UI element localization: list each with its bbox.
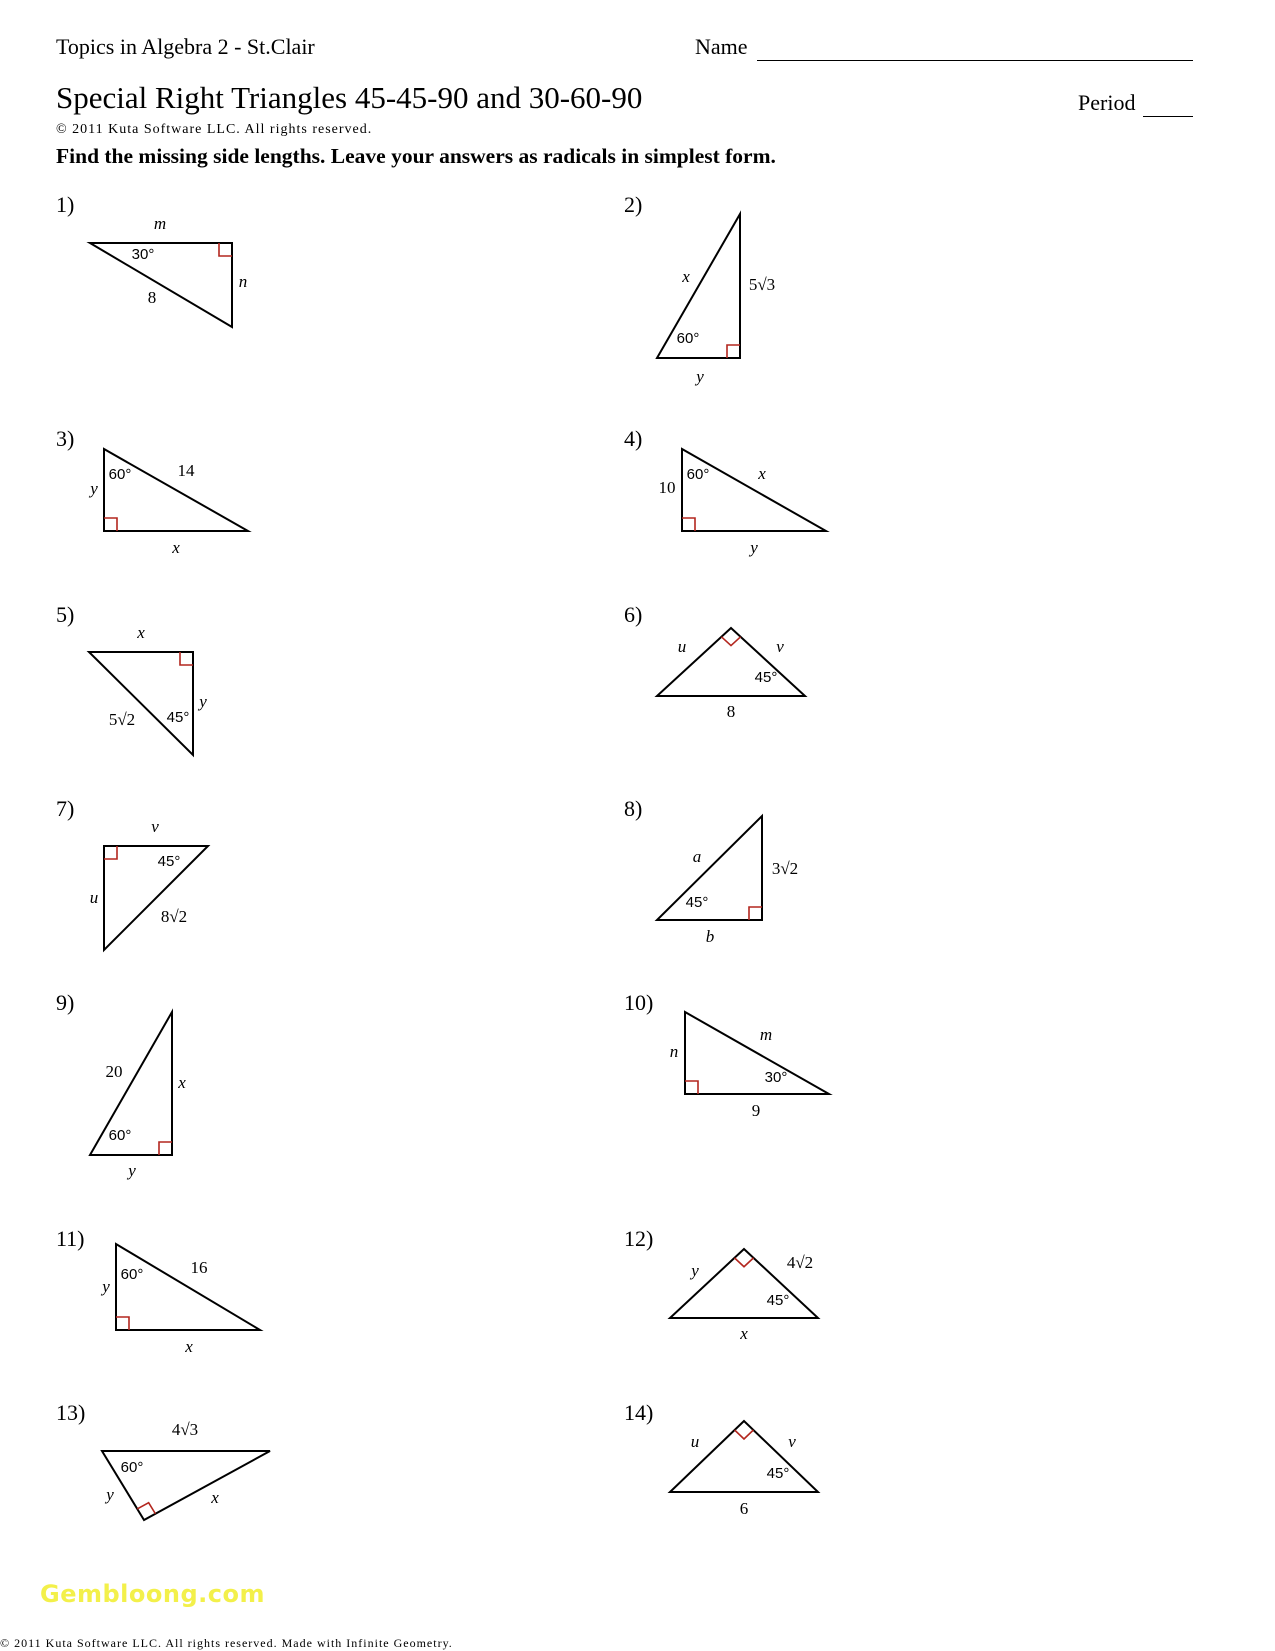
- side-label: n: [238, 272, 248, 291]
- side-label: v: [776, 637, 784, 656]
- angle-label: 60°: [676, 330, 700, 347]
- triangle: [657, 816, 762, 920]
- instructions: Find the missing side lengths. Leave your answers as radicals in simplest form.: [56, 144, 776, 168]
- problem-13: [56, 1400, 270, 1520]
- problem-number: 1): [56, 192, 75, 217]
- side-label: y: [102, 1277, 110, 1296]
- side-label: y: [199, 692, 207, 711]
- side-label: 16: [190, 1258, 208, 1277]
- angle-label: 60°: [108, 1127, 132, 1144]
- angle-label: 60°: [108, 466, 132, 483]
- triangle: [104, 449, 248, 531]
- page-title: Special Right Triangles 45-45-90 and 30-60-90: [56, 80, 643, 115]
- triangle: [682, 449, 826, 531]
- side-label: u: [89, 888, 99, 907]
- angle-label: 45°: [166, 709, 190, 726]
- side-label: y: [696, 367, 704, 386]
- right-angle-marker: [159, 1142, 172, 1155]
- side-label: 14: [177, 461, 195, 480]
- angle-label: 30°: [131, 246, 155, 263]
- right-angle-marker: [104, 846, 117, 859]
- side-label: x: [185, 1337, 193, 1356]
- side-label: 5√3: [748, 275, 776, 294]
- side-label: x: [758, 464, 766, 483]
- problem-8: [624, 796, 798, 946]
- side-label: 5√2: [108, 710, 136, 729]
- problem-4: [624, 426, 826, 557]
- right-angle-marker: [734, 1258, 753, 1267]
- course-title: Topics in Algebra 2 - St.Clair: [56, 34, 315, 59]
- side-label: y: [128, 1161, 136, 1180]
- side-label: x: [682, 267, 690, 286]
- problem-number: 3): [56, 426, 75, 451]
- angle-label: 60°: [120, 1459, 144, 1476]
- problem-number: 14): [624, 1400, 654, 1425]
- problem-1: [56, 192, 247, 327]
- problem-10: [624, 990, 829, 1120]
- angle-label: 45°: [766, 1465, 790, 1482]
- side-label: x: [178, 1073, 186, 1092]
- side-label: x: [137, 623, 145, 642]
- side-label: u: [677, 637, 687, 656]
- angle-label: 45°: [754, 669, 778, 686]
- side-label: x: [740, 1324, 748, 1343]
- side-label: x: [172, 538, 180, 557]
- problem-number: 12): [624, 1226, 654, 1251]
- angle-label: 45°: [766, 1292, 790, 1309]
- problem-12: [624, 1226, 818, 1343]
- problem-3: [56, 426, 248, 557]
- side-label: y: [691, 1261, 699, 1280]
- angle-label: 60°: [686, 466, 710, 483]
- side-label: 8√2: [160, 907, 188, 926]
- name-label: Name: [695, 34, 748, 59]
- triangle: [116, 1244, 260, 1330]
- problem-number: 6): [624, 602, 643, 627]
- problem-number: 7): [56, 796, 75, 821]
- side-label: a: [692, 847, 702, 866]
- right-angle-marker: [219, 243, 232, 256]
- problem-number: 13): [56, 1400, 86, 1425]
- side-label: b: [705, 927, 715, 946]
- copyright-notice: © 2011 Kuta Software LLC. All rights reserved.: [56, 122, 373, 137]
- problem-number: 8): [624, 796, 643, 821]
- right-angle-marker: [104, 518, 117, 531]
- problem-number: 5): [56, 602, 75, 627]
- triangle: [104, 846, 208, 950]
- side-label: n: [669, 1042, 679, 1061]
- footer-copyright: © 2011 Kuta Software LLC. All rights reserved. Made with Infinite Geometry.: [0, 1636, 453, 1650]
- side-label: 9: [751, 1101, 761, 1120]
- side-label: y: [90, 479, 98, 498]
- triangle: [685, 1012, 829, 1094]
- side-label: 10: [658, 478, 676, 497]
- problem-2: [624, 192, 775, 386]
- right-angle-marker: [116, 1317, 129, 1330]
- problem-number: 2): [624, 192, 643, 217]
- side-label: m: [759, 1025, 773, 1044]
- watermark-logo: Gembloong.com: [40, 1580, 265, 1608]
- side-label: 4√2: [786, 1253, 814, 1272]
- right-angle-marker: [685, 1081, 698, 1094]
- right-angle-marker: [735, 1430, 754, 1439]
- triangle: [89, 652, 193, 755]
- problem-number: 10): [624, 990, 654, 1015]
- right-angle-marker: [727, 345, 740, 358]
- right-angle-marker: [682, 518, 695, 531]
- problem-11: [56, 1226, 260, 1356]
- side-label: v: [151, 817, 159, 836]
- angle-label: 60°: [120, 1266, 144, 1283]
- side-label: 20: [105, 1062, 123, 1081]
- side-label: y: [750, 538, 758, 557]
- side-label: 4√3: [171, 1420, 199, 1439]
- problem-14: [624, 1400, 818, 1518]
- angle-label: 45°: [685, 894, 709, 911]
- angle-label: 45°: [157, 853, 181, 870]
- side-label: 8: [726, 702, 736, 721]
- side-label: u: [690, 1432, 700, 1451]
- problem-6: [624, 602, 805, 721]
- right-angle-marker: [721, 637, 740, 646]
- right-angle-marker: [180, 652, 193, 665]
- triangle: [90, 243, 232, 327]
- side-label: v: [788, 1432, 796, 1451]
- problem-9: [56, 990, 186, 1180]
- side-label: 8: [147, 288, 157, 307]
- side-label: m: [153, 214, 167, 233]
- problem-7: [56, 796, 208, 950]
- side-label: x: [211, 1488, 219, 1507]
- problem-number: 4): [624, 426, 643, 451]
- side-label: 6: [739, 1499, 749, 1518]
- problem-5: [56, 602, 207, 755]
- period-label: Period: [1078, 90, 1136, 115]
- right-angle-marker: [749, 907, 762, 920]
- side-label: y: [106, 1485, 114, 1504]
- problem-number: 9): [56, 990, 75, 1015]
- problem-number: 11): [56, 1226, 85, 1251]
- side-label: 3√2: [771, 859, 799, 878]
- angle-label: 30°: [764, 1069, 788, 1086]
